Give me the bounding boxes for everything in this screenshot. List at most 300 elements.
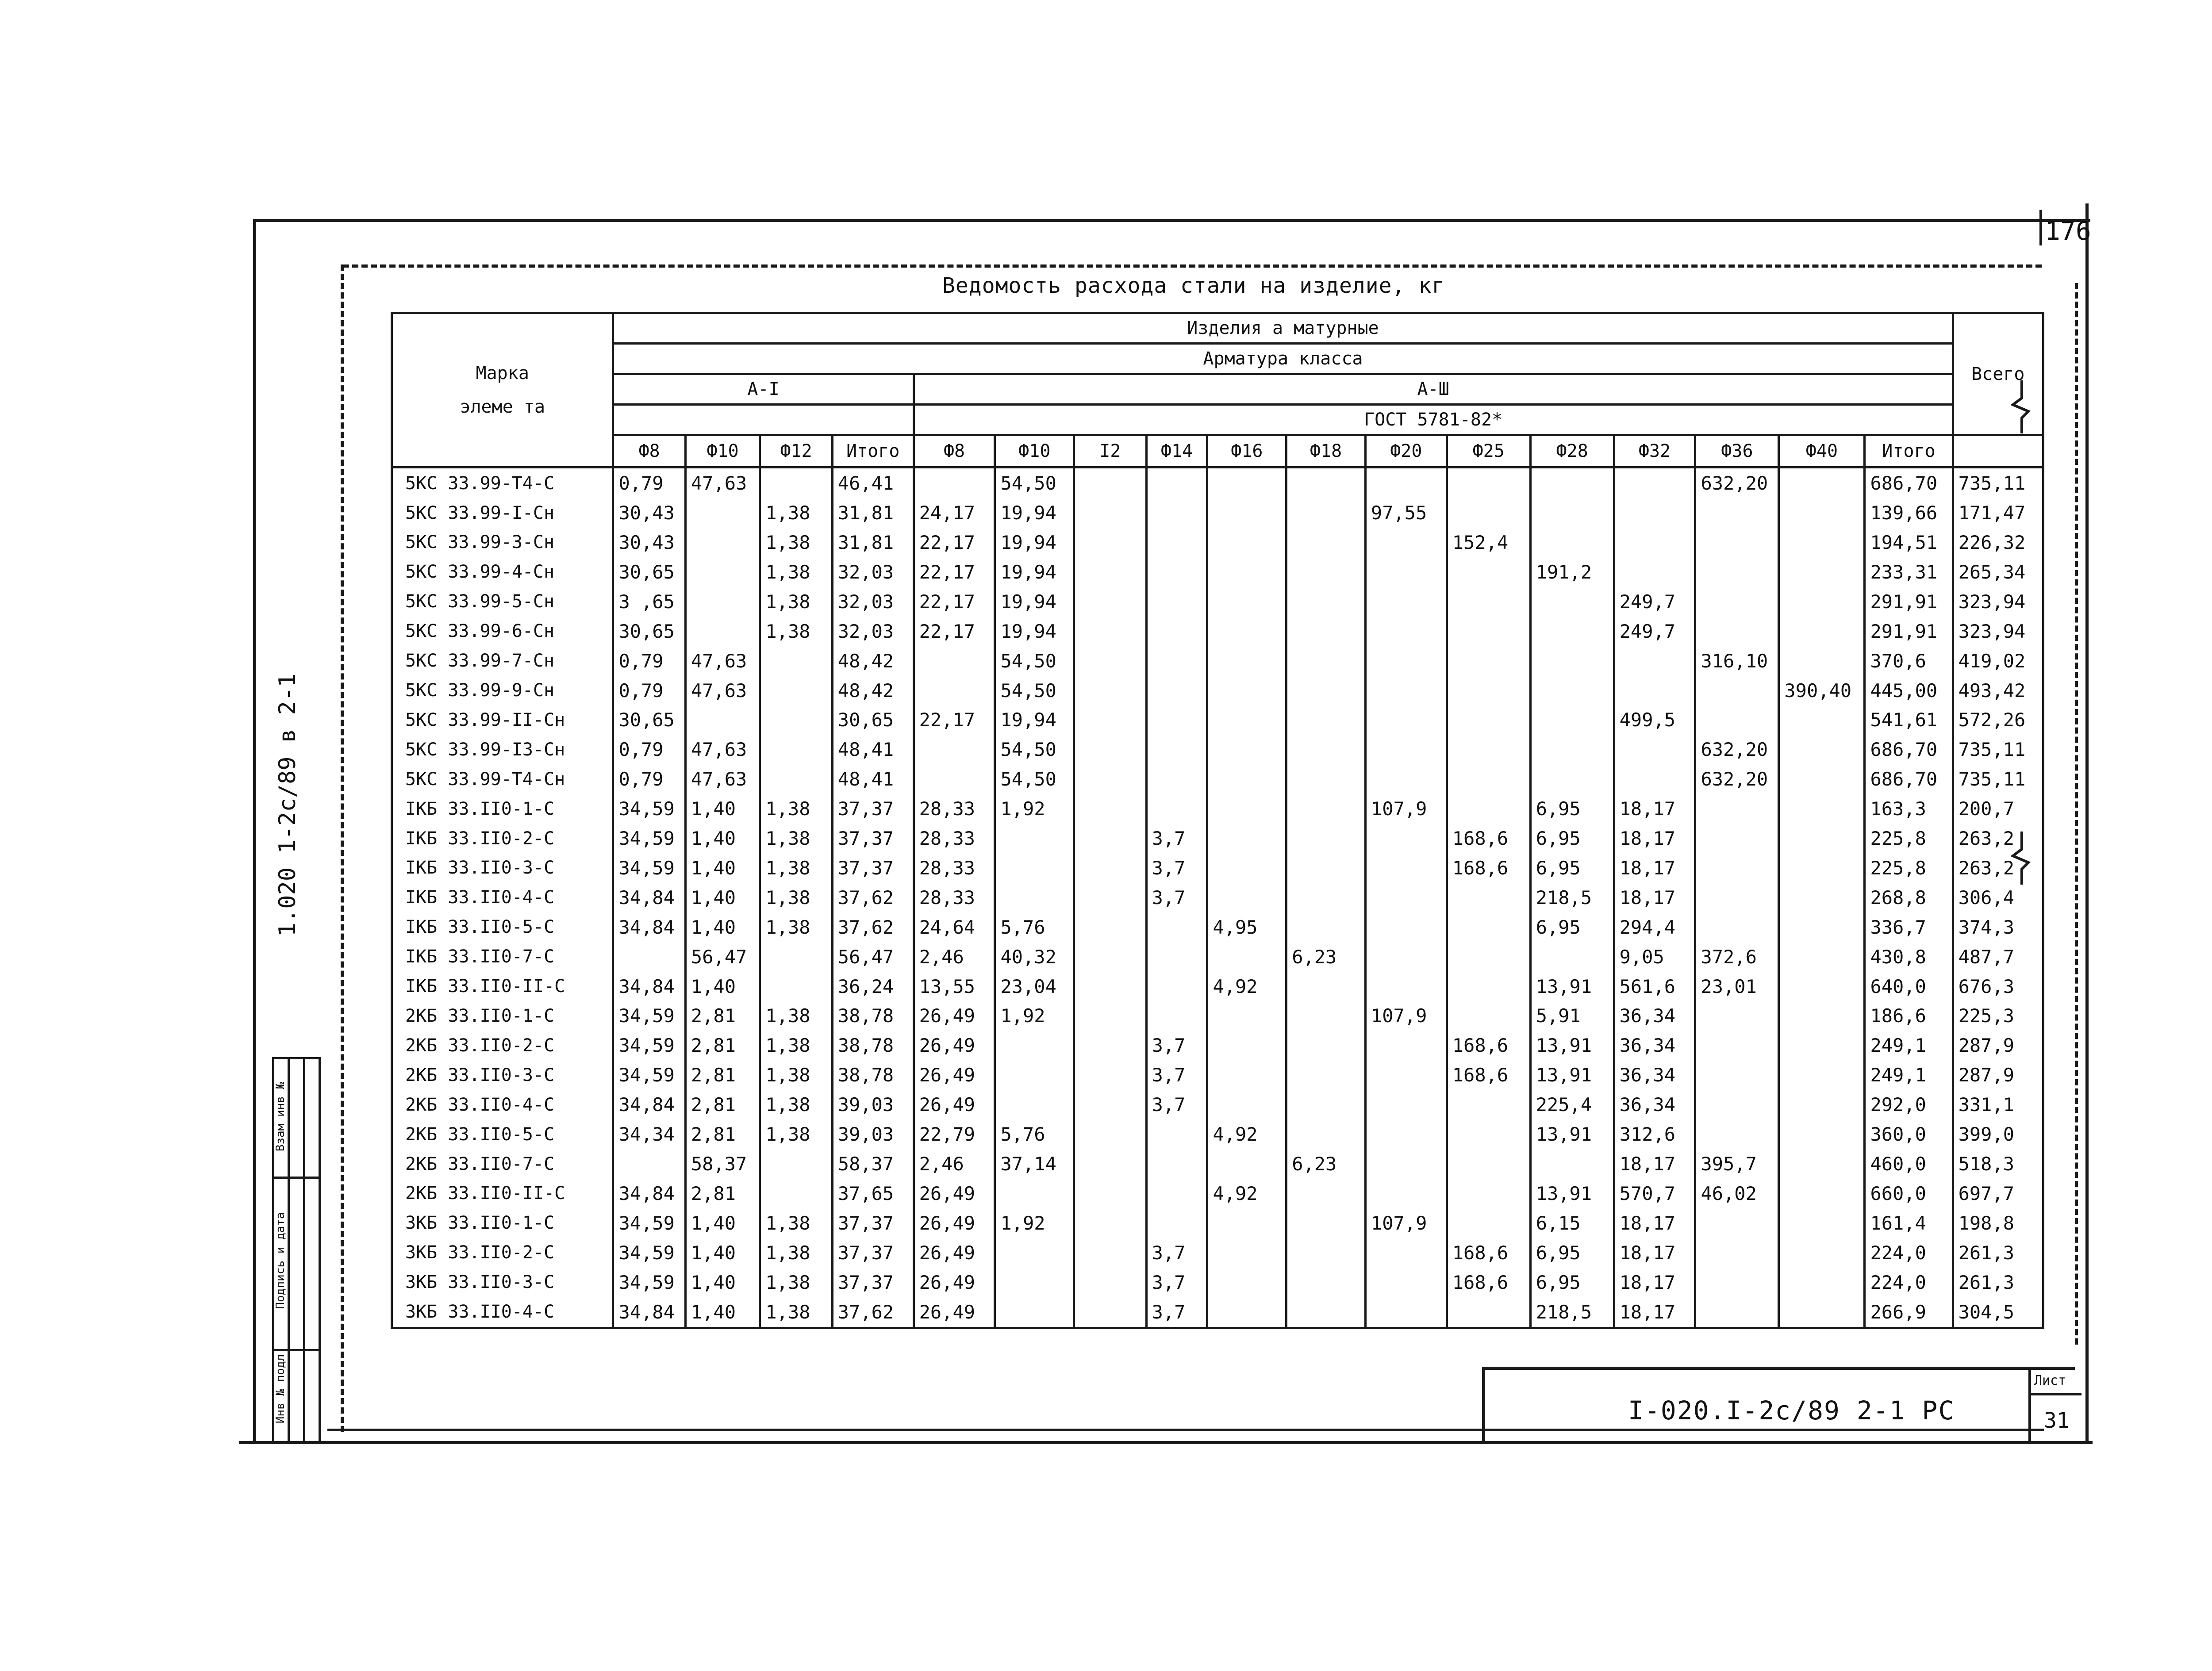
table-row	[392, 528, 2043, 557]
steel-value-cell: 22,17	[914, 617, 995, 646]
steel-value-cell: 186,6	[1865, 1001, 1953, 1031]
steel-value-cell	[1074, 528, 1146, 557]
steel-value-cell: 24,64	[914, 912, 995, 942]
steel-value-cell: 47,63	[685, 764, 760, 794]
steel-value-cell	[1207, 498, 1286, 528]
steel-value-cell: 34,84	[613, 1297, 685, 1328]
steel-value-cell: 161,4	[1865, 1208, 1953, 1238]
steel-value-cell: 26,49	[914, 1001, 995, 1031]
table-row	[392, 468, 2043, 498]
mark-header	[392, 313, 613, 468]
steel-value-cell	[1146, 617, 1207, 646]
document-code: I-020.I-2с/89 2-1 РС	[1628, 1395, 1955, 1426]
element-mark-cell: 5КС 33.99-I3-Сн	[392, 735, 613, 764]
steel-value-cell: 48,41	[832, 735, 914, 764]
steel-value-cell: 291,91	[1865, 587, 1953, 617]
steel-value-cell	[1286, 1268, 1366, 1297]
steel-value-cell	[1530, 676, 1614, 705]
steel-value-cell: 18,17	[1614, 794, 1695, 824]
outer-frame-left	[253, 219, 256, 1444]
steel-value-cell	[1074, 972, 1146, 1001]
steel-value-cell: 2,81	[685, 1031, 760, 1060]
steel-consumption-table	[391, 312, 2044, 1329]
diameter-header: Ф18	[1286, 435, 1366, 468]
steel-value-cell: 22,79	[914, 1119, 995, 1149]
stamp-divider-2	[272, 1349, 321, 1351]
steel-value-cell: 46,02	[1695, 1179, 1779, 1208]
steel-value-cell	[1695, 1297, 1779, 1328]
steel-value-cell	[1207, 1149, 1286, 1179]
steel-value-cell	[1365, 1268, 1447, 1297]
steel-value-cell: 224,0	[1865, 1268, 1953, 1297]
steel-value-cell	[1286, 617, 1366, 646]
class-ai-header: А-I	[613, 374, 914, 405]
steel-value-cell	[613, 1149, 685, 1179]
steel-value-cell	[760, 705, 832, 735]
steel-value-cell	[1695, 1001, 1779, 1031]
steel-value-cell	[1286, 528, 1366, 557]
table-row	[392, 1090, 2043, 1119]
steel-value-cell	[1146, 646, 1207, 676]
steel-value-cell: 233,31	[1865, 557, 1953, 587]
steel-value-cell	[1074, 705, 1146, 735]
steel-value-cell	[1447, 883, 1530, 912]
steel-value-cell: 13,91	[1530, 1179, 1614, 1208]
steel-value-cell: 58,37	[832, 1149, 914, 1179]
steel-value-cell: 374,3	[1953, 912, 2043, 942]
steel-value-cell: 26,49	[914, 1090, 995, 1119]
steel-value-cell	[1146, 972, 1207, 1001]
steel-value-cell	[1779, 498, 1865, 528]
inner-frame-bottom	[327, 1429, 2044, 1431]
steel-value-cell	[1146, 1119, 1207, 1149]
steel-value-cell	[1695, 853, 1779, 883]
steel-value-cell: 487,7	[1953, 942, 2043, 972]
diameter-header: Итого	[1865, 435, 1953, 468]
steel-value-cell: 2,46	[914, 942, 995, 972]
steel-value-cell	[1207, 1268, 1286, 1297]
diameter-header: Ф36	[1695, 435, 1779, 468]
steel-value-cell	[1447, 1208, 1530, 1238]
steel-value-cell: 47,63	[685, 676, 760, 705]
steel-value-cell: 266,9	[1865, 1297, 1953, 1328]
steel-value-cell: 22,17	[914, 528, 995, 557]
steel-value-cell: 1,38	[760, 498, 832, 528]
steel-value-cell: 336,7	[1865, 912, 1953, 942]
inner-frame-left	[341, 264, 344, 1432]
steel-value-cell: 370,6	[1865, 646, 1953, 676]
steel-value-cell: 19,94	[995, 498, 1074, 528]
steel-value-cell: 13,91	[1530, 1119, 1614, 1149]
steel-value-cell	[1530, 587, 1614, 617]
steel-value-cell	[1074, 1119, 1146, 1149]
element-mark-cell: 5КС 33.99-5-Сн	[392, 587, 613, 617]
steel-value-cell	[1779, 1179, 1865, 1208]
steel-value-cell	[760, 735, 832, 764]
steel-value-cell	[1695, 676, 1779, 705]
steel-value-cell	[1365, 528, 1447, 557]
steel-value-cell	[1447, 1119, 1530, 1149]
steel-value-cell: 1,38	[760, 1031, 832, 1060]
steel-value-cell: 395,7	[1695, 1149, 1779, 1179]
steel-value-cell: 37,37	[832, 794, 914, 824]
steel-value-cell: 168,6	[1447, 1238, 1530, 1268]
steel-value-cell	[1695, 824, 1779, 853]
steel-value-cell	[1146, 1208, 1207, 1238]
steel-value-cell: 225,8	[1865, 824, 1953, 853]
table-row	[392, 1119, 2043, 1149]
element-mark-cell: 5КС 33.99-Т4-С	[392, 468, 613, 498]
steel-value-cell: 1,38	[760, 1268, 832, 1297]
steel-value-cell	[1286, 676, 1366, 705]
steel-value-cell: 518,3	[1953, 1149, 2043, 1179]
steel-value-cell: 0,79	[613, 764, 685, 794]
steel-value-cell	[1447, 498, 1530, 528]
steel-value-cell: 640,0	[1865, 972, 1953, 1001]
steel-value-cell	[1074, 557, 1146, 587]
steel-value-cell: 54,50	[995, 735, 1074, 764]
steel-value-cell: 18,17	[1614, 853, 1695, 883]
steel-value-cell: 249,1	[1865, 1060, 1953, 1090]
steel-value-cell	[1695, 912, 1779, 942]
steel-value-cell: 58,37	[685, 1149, 760, 1179]
table-row	[392, 735, 2043, 764]
sheet-number: 176	[2045, 216, 2091, 246]
steel-value-cell	[1779, 764, 1865, 794]
steel-value-cell	[1779, 1268, 1865, 1297]
element-mark-cell: 5КС 33.99-6-Сн	[392, 617, 613, 646]
table-row	[392, 617, 2043, 646]
steel-value-cell: 30,43	[613, 528, 685, 557]
steel-value-cell	[1614, 764, 1695, 794]
steel-value-cell	[1695, 587, 1779, 617]
steel-value-cell	[1286, 1031, 1366, 1060]
element-mark-cell: 2КБ 33.II0-5-С	[392, 1119, 613, 1149]
steel-value-cell: 249,7	[1614, 617, 1695, 646]
steel-value-cell	[1447, 764, 1530, 794]
stamp-col-3	[319, 1057, 321, 1444]
steel-value-cell	[914, 735, 995, 764]
steel-value-cell	[1614, 735, 1695, 764]
steel-value-cell	[1074, 1297, 1146, 1328]
steel-value-cell: 224,0	[1865, 1238, 1953, 1268]
steel-value-cell	[1286, 646, 1366, 676]
steel-value-cell	[995, 1268, 1074, 1297]
steel-value-cell	[1286, 1179, 1366, 1208]
steel-value-cell	[1365, 883, 1447, 912]
steel-value-cell	[1365, 617, 1447, 646]
steel-value-cell	[1286, 498, 1366, 528]
steel-value-cell	[1365, 1149, 1447, 1179]
steel-value-cell	[1207, 646, 1286, 676]
document-title: Ведомость расхода стали на изделие, кг	[942, 273, 1445, 298]
steel-value-cell	[1779, 587, 1865, 617]
steel-value-cell	[1146, 705, 1207, 735]
steel-value-cell	[685, 528, 760, 557]
table-row	[392, 912, 2043, 942]
steel-value-cell	[1614, 528, 1695, 557]
steel-value-cell: 1,38	[760, 587, 832, 617]
steel-value-cell	[1779, 1297, 1865, 1328]
steel-value-cell	[1530, 942, 1614, 972]
steel-value-cell	[1074, 587, 1146, 617]
steel-value-cell: 13,91	[1530, 972, 1614, 1001]
steel-value-cell	[1365, 912, 1447, 942]
steel-value-cell	[1365, 587, 1447, 617]
steel-value-cell	[1286, 587, 1366, 617]
steel-value-cell	[760, 646, 832, 676]
steel-value-cell: 225,3	[1953, 1001, 2043, 1031]
steel-value-cell	[1530, 617, 1614, 646]
steel-value-cell: 493,42	[1953, 676, 2043, 705]
steel-value-cell: 200,7	[1953, 794, 2043, 824]
steel-value-cell: 561,6	[1614, 972, 1695, 1001]
steel-value-cell: 1,38	[760, 528, 832, 557]
steel-value-cell	[995, 1060, 1074, 1090]
steel-value-cell: 4,92	[1207, 972, 1286, 1001]
steel-value-cell: 6,95	[1530, 1238, 1614, 1268]
steel-value-cell	[1695, 1238, 1779, 1268]
steel-value-cell: 37,37	[832, 1208, 914, 1238]
steel-value-cell: 191,2	[1530, 557, 1614, 587]
steel-value-cell: 1,38	[760, 1090, 832, 1119]
steel-value-cell: 0,79	[613, 468, 685, 498]
steel-value-cell	[1447, 735, 1530, 764]
list-box-mid	[2028, 1393, 2081, 1395]
table-row	[392, 646, 2043, 676]
steel-value-cell	[1614, 498, 1695, 528]
element-mark-cell: IКБ 33.II0-4-С	[392, 883, 613, 912]
steel-value-cell	[1146, 1149, 1207, 1179]
steel-value-cell	[1146, 942, 1207, 972]
steel-value-cell	[1207, 794, 1286, 824]
steel-value-cell	[1286, 1060, 1366, 1090]
steel-value-cell: 1,92	[995, 1001, 1074, 1031]
steel-value-cell: 36,34	[1614, 1090, 1695, 1119]
steel-value-cell	[1146, 794, 1207, 824]
steel-value-cell	[1779, 1208, 1865, 1238]
steel-value-cell	[1207, 883, 1286, 912]
diameter-header: Ф32	[1614, 435, 1695, 468]
class-aiii-header: А-Ш	[914, 374, 1953, 405]
element-mark-cell: 3КБ 33.II0-3-С	[392, 1268, 613, 1297]
steel-value-cell: 54,50	[995, 676, 1074, 705]
steel-value-cell	[1286, 1238, 1366, 1268]
steel-value-cell: 225,4	[1530, 1090, 1614, 1119]
steel-value-cell: 46,41	[832, 468, 914, 498]
steel-value-cell: 31,81	[832, 498, 914, 528]
steel-value-cell: 686,70	[1865, 735, 1953, 764]
element-mark-cell: 5КС 33.99-I-Сн	[392, 498, 613, 528]
steel-value-cell: 97,55	[1365, 498, 1447, 528]
inner-frame-right	[2075, 283, 2078, 1345]
steel-value-cell: 1,40	[685, 972, 760, 1001]
table-row	[392, 764, 2043, 794]
steel-value-cell	[1530, 764, 1614, 794]
element-mark-cell: 5КС 33.99-4-Сн	[392, 557, 613, 587]
steel-value-cell: 323,94	[1953, 587, 2043, 617]
table-row	[392, 883, 2043, 912]
steel-value-cell	[1074, 617, 1146, 646]
steel-value-cell	[1365, 705, 1447, 735]
steel-value-cell	[760, 1179, 832, 1208]
steel-value-cell: 37,62	[832, 912, 914, 942]
steel-value-cell	[1286, 557, 1366, 587]
steel-value-cell	[1074, 824, 1146, 853]
steel-value-cell: 32,03	[832, 557, 914, 587]
steel-value-cell	[1447, 1149, 1530, 1179]
table-row	[392, 1179, 2043, 1208]
steel-value-cell	[1530, 1149, 1614, 1179]
steel-value-cell	[1207, 528, 1286, 557]
steel-value-cell	[1779, 1031, 1865, 1060]
steel-value-cell	[760, 1149, 832, 1179]
steel-value-cell	[1074, 1001, 1146, 1031]
steel-value-cell	[1074, 676, 1146, 705]
steel-value-cell: 312,6	[1614, 1119, 1695, 1149]
table-row	[392, 1149, 2043, 1179]
mark-header-sub: элеме та	[460, 397, 545, 417]
class-ai-blank	[613, 405, 914, 435]
steel-value-cell: 304,5	[1953, 1297, 2043, 1328]
steel-value-cell	[1530, 705, 1614, 735]
steel-value-cell	[760, 468, 832, 498]
gost-header: ГОСТ 5781-82*	[914, 405, 1953, 435]
steel-value-cell	[1365, 557, 1447, 587]
steel-value-cell: 676,3	[1953, 972, 2043, 1001]
steel-value-cell	[1779, 735, 1865, 764]
steel-value-cell: 28,33	[914, 853, 995, 883]
steel-value-cell	[760, 972, 832, 1001]
steel-value-cell	[1447, 1090, 1530, 1119]
stamp-divider-1	[272, 1177, 321, 1179]
steel-value-cell	[1779, 1238, 1865, 1268]
diameter-header: Ф10	[685, 435, 760, 468]
steel-value-cell: 37,37	[832, 853, 914, 883]
steel-value-cell	[1614, 468, 1695, 498]
steel-value-cell: 287,9	[1953, 1060, 2043, 1090]
steel-value-cell	[1286, 1001, 1366, 1031]
steel-value-cell: 572,26	[1953, 705, 2043, 735]
steel-value-cell	[1365, 824, 1447, 853]
steel-value-cell	[685, 498, 760, 528]
steel-value-cell: 323,94	[1953, 617, 2043, 646]
steel-value-cell: 265,34	[1953, 557, 2043, 587]
steel-value-cell	[1530, 528, 1614, 557]
steel-value-cell	[1695, 1060, 1779, 1090]
steel-value-cell: 570,7	[1614, 1179, 1695, 1208]
steel-value-cell	[1530, 646, 1614, 676]
steel-value-cell	[1074, 853, 1146, 883]
steel-value-cell: 225,8	[1865, 853, 1953, 883]
steel-value-cell	[1779, 1001, 1865, 1031]
steel-value-cell	[1779, 528, 1865, 557]
steel-value-cell: 226,32	[1953, 528, 2043, 557]
steel-value-cell: 3,7	[1146, 1297, 1207, 1328]
steel-value-cell	[1074, 498, 1146, 528]
steel-value-cell	[1447, 1179, 1530, 1208]
steel-value-cell	[1286, 468, 1366, 498]
steel-value-cell: 5,91	[1530, 1001, 1614, 1031]
steel-value-cell	[995, 1090, 1074, 1119]
steel-value-cell	[1146, 735, 1207, 764]
steel-value-cell: 22,17	[914, 705, 995, 735]
steel-value-cell: 1,40	[685, 912, 760, 942]
steel-value-cell: 445,00	[1865, 676, 1953, 705]
steel-value-cell: 37,14	[995, 1149, 1074, 1179]
steel-value-cell: 36,24	[832, 972, 914, 1001]
steel-value-cell	[1286, 972, 1366, 1001]
steel-value-cell	[1695, 528, 1779, 557]
element-mark-cell: 5КС 33.99-9-Сн	[392, 676, 613, 705]
steel-value-cell	[1074, 1090, 1146, 1119]
steel-value-cell	[1447, 646, 1530, 676]
diameter-header: Ф28	[1530, 435, 1614, 468]
steel-value-cell: 28,33	[914, 883, 995, 912]
steel-value-cell	[1614, 676, 1695, 705]
steel-value-cell	[1614, 646, 1695, 676]
steel-value-cell	[760, 676, 832, 705]
steel-value-cell: 697,7	[1953, 1179, 2043, 1208]
steel-value-cell: 6,95	[1530, 853, 1614, 883]
steel-value-cell	[995, 853, 1074, 883]
steel-value-cell: 107,9	[1365, 1001, 1447, 1031]
steel-value-cell: 0,79	[613, 676, 685, 705]
steel-value-cell: 40,32	[995, 942, 1074, 972]
steel-value-cell	[1286, 883, 1366, 912]
steel-value-cell: 47,63	[685, 735, 760, 764]
table-row	[392, 557, 2043, 587]
steel-value-cell: 4,95	[1207, 912, 1286, 942]
steel-value-cell	[1779, 468, 1865, 498]
steel-value-cell: 331,1	[1953, 1090, 2043, 1119]
steel-value-cell: 34,84	[613, 1179, 685, 1208]
steel-value-cell	[1779, 942, 1865, 972]
table-row	[392, 587, 2043, 617]
steel-value-cell: 107,9	[1365, 794, 1447, 824]
steel-value-cell	[1146, 912, 1207, 942]
steel-value-cell: 6,95	[1530, 794, 1614, 824]
steel-value-cell: 19,94	[995, 557, 1074, 587]
steel-value-cell: 168,6	[1447, 1031, 1530, 1060]
steel-value-cell	[1074, 764, 1146, 794]
table-row	[392, 705, 2043, 735]
steel-value-cell	[1074, 1208, 1146, 1238]
steel-value-cell	[1447, 794, 1530, 824]
steel-value-cell: 735,11	[1953, 764, 2043, 794]
steel-value-cell: 3,7	[1146, 824, 1207, 853]
steel-value-cell: 22,17	[914, 557, 995, 587]
steel-value-cell: 32,03	[832, 617, 914, 646]
steel-value-cell: 28,33	[914, 824, 995, 853]
steel-value-cell	[1447, 972, 1530, 1001]
steel-value-cell	[1779, 972, 1865, 1001]
steel-value-cell	[1146, 528, 1207, 557]
steel-value-cell: 1,40	[685, 853, 760, 883]
steel-value-cell: 1,38	[760, 853, 832, 883]
steel-value-cell: 32,03	[832, 587, 914, 617]
steel-value-cell: 38,78	[832, 1031, 914, 1060]
steel-value-cell: 56,47	[685, 942, 760, 972]
steel-value-cell: 1,38	[760, 912, 832, 942]
element-mark-cell: 3КБ 33.II0-1-С	[392, 1208, 613, 1238]
steel-value-cell	[1074, 1238, 1146, 1268]
steel-value-cell	[1447, 912, 1530, 942]
steel-value-cell: 38,78	[832, 1001, 914, 1031]
steel-value-cell: 26,49	[914, 1208, 995, 1238]
steel-value-cell	[1365, 1179, 1447, 1208]
steel-value-cell: 54,50	[995, 764, 1074, 794]
